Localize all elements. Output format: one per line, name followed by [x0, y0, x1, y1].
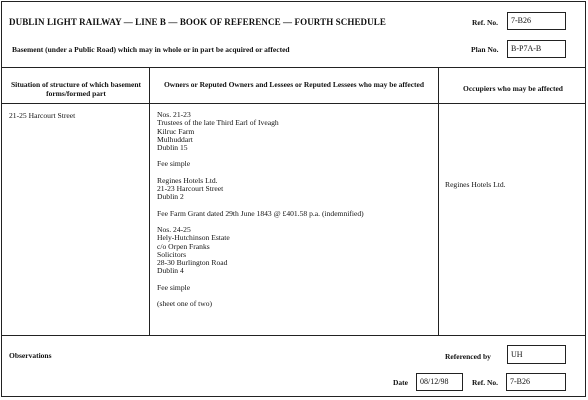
owners-cell — [157, 111, 435, 316]
owners-line: Hely-Hutchinson Estate — [157, 233, 230, 243]
referenced-by-field: UH — [507, 345, 566, 364]
table-bottom-rule — [1, 335, 586, 336]
occupiers-cell: Regines Hotels Ltd. — [445, 180, 506, 189]
owners-line: Dublin 2 — [157, 192, 184, 202]
form-title: DUBLIN LIGHT RAILWAY — LINE B — BOOK OF REFERENCE — FOURTH SCHEDULE — [9, 17, 386, 27]
footer-ref-no-label: Ref. No. — [472, 378, 499, 387]
ref-no-field: 7-B26 — [507, 12, 566, 30]
owners-paragraph — [157, 284, 435, 292]
owners-line: Fee simple — [157, 282, 191, 292]
footer-ref-no-field: 7-B26 — [506, 373, 566, 391]
column-divider-2 — [438, 67, 439, 335]
owners-line: Dublin 15 — [157, 143, 188, 153]
owners-line: Trustees of the late Third Earl of Iveagh — [157, 118, 279, 128]
owners-line: Mulhuddart — [157, 134, 193, 144]
date-label: Date — [393, 378, 408, 387]
ref-no-label: Ref. No. — [472, 18, 499, 27]
situation-cell: 21-25 Harcourt Street — [9, 111, 76, 120]
observations-label: Observations — [9, 351, 52, 360]
owners-line: Nos. 21-23 — [157, 110, 191, 119]
owners-line: Solicitors — [157, 249, 187, 259]
owners-line: Nos. 24-25 — [157, 224, 191, 234]
header-bottom-rule — [1, 103, 586, 104]
owners-line: 21-23 Harcourt Street — [157, 184, 224, 194]
owners-paragraph — [157, 177, 435, 202]
owners-paragraph — [157, 226, 435, 276]
owners-line: Kilruc Farm — [157, 126, 195, 136]
referenced-by-label: Referenced by — [445, 352, 491, 361]
date-field: 08/12/98 — [416, 373, 463, 391]
owners-line: Fee Farm Grant dated 29th June 1843 @ £401.58 p.a. (indemnified) — [157, 208, 364, 218]
column-header-owners: Owners or Reputed Owners and Lessees or Reputed Lessees who may be affected — [163, 80, 425, 89]
form-subtitle: Basement (under a Public Road) which may in whole or in part be acquired or affected — [12, 45, 290, 54]
owners-line: Dublin 4 — [157, 266, 184, 276]
owners-paragraph — [157, 210, 435, 218]
owners-line: c/o Orpen Franks — [157, 241, 210, 251]
owners-line: Fee simple — [157, 159, 191, 169]
owners-paragraph — [157, 160, 435, 168]
column-header-situation: Situation of structure of which basement forms/formed part — [10, 80, 142, 98]
column-divider-1 — [149, 67, 150, 335]
plan-no-field: B-P7A-B — [507, 40, 566, 58]
owners-line: (sheet one of two) — [157, 299, 213, 309]
owners-paragraph — [157, 111, 435, 152]
plan-no-label: Plan No. — [471, 45, 499, 54]
owners-paragraph — [157, 300, 435, 308]
table-top-rule — [1, 67, 586, 68]
column-header-occupiers: Occupiers who may be affected — [463, 84, 563, 93]
owners-line: Regines Hotels Ltd. — [157, 175, 218, 185]
owners-line: 28-30 Burlington Road — [157, 258, 228, 268]
